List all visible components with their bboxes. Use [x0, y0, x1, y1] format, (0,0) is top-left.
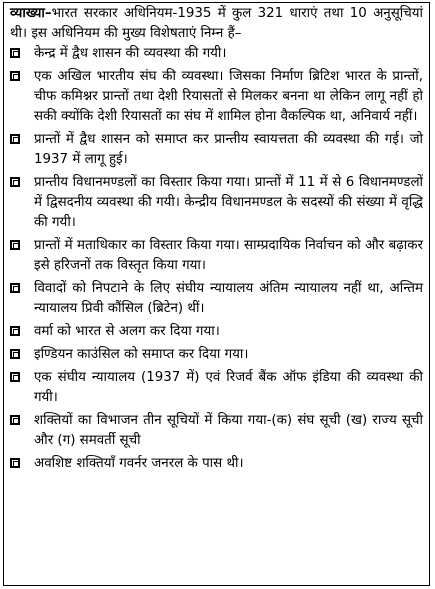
square-bullet-icon	[10, 71, 20, 81]
list-item-text: विवादों को निपटाने के लिए संघीय न्यायालय अंतिम न्यायालय नहीं था, अन्तिम न्यायालय प्रिवी कौंसिल (ब्रिटेन) थीं।	[34, 281, 423, 316]
list-item-text: एक संघीय न्यायालय (1937 में) एवं रिजर्व बैंक ऑफ इंडिया की व्यवस्था की गयी।	[34, 370, 423, 405]
explanation-box	[3, 2, 430, 586]
list-item	[10, 368, 423, 408]
list-item	[10, 411, 423, 451]
square-bullet-icon	[10, 326, 20, 336]
square-bullet-icon	[10, 415, 20, 425]
list-item	[10, 345, 423, 365]
square-bullet-icon	[10, 48, 20, 58]
list-item-text: वर्मा को भारत से अलग कर दिया गया।	[34, 324, 220, 339]
list-item	[10, 236, 423, 276]
list-item	[10, 322, 423, 342]
list-item-text: केन्द्र में द्वैध शासन की व्यवस्था की गयी।	[34, 46, 227, 61]
explanation-heading: व्याख्या–	[10, 6, 52, 21]
intro-text: भारत सरकार अधिनियम-1935 में कुल 321 धाराएं तथा 10 अनुसूचियां थी। इस अधिनियम की मुख्य विशेषताएं निम्न हैं–	[10, 6, 423, 41]
square-bullet-icon	[10, 458, 20, 468]
features-list	[10, 44, 423, 474]
list-item	[10, 67, 423, 127]
list-item-text: प्रान्तों में मताधिकार का विस्तार किया गया। साम्प्रदायिक निर्वाचन को और बढ़ाकर इसे हरिजनों तक विस्तृत किया गया।	[34, 238, 423, 273]
square-bullet-icon	[10, 177, 20, 187]
list-item-text: अवशिष्ट शक्तियाँ गवर्नर जनरल के पास थी।	[34, 456, 244, 471]
list-item	[10, 279, 423, 319]
square-bullet-icon	[10, 349, 20, 359]
square-bullet-icon	[10, 240, 20, 250]
square-bullet-icon	[10, 283, 20, 293]
list-item	[10, 44, 423, 64]
list-item-text: इण्डियन काउंसिल को समाप्त कर दिया गया।	[34, 347, 249, 362]
list-item-text: प्रान्तीय विधानमण्डलों का विस्तार किया गया। प्रान्तों में 11 में से 6 विधानमण्डलों में द्विसदनीय व्यवस्था की गयी। केन्द्रीय विधानमण्डल के सदस्यों की संख्या में वृद्धि की गयी।	[34, 175, 423, 230]
square-bullet-icon	[10, 134, 20, 144]
list-item	[10, 173, 423, 233]
list-item	[10, 130, 423, 170]
list-item	[10, 454, 423, 474]
list-item-text: प्रान्तों में द्वैध शासन को समाप्त कर प्रान्तीय स्वायत्तता की व्यवस्था की गई। जो 1937 में लागू हुई।	[34, 132, 423, 167]
square-bullet-icon	[10, 372, 20, 382]
list-item-text: एक अखिल भारतीय संघ की व्यवस्था। जिसका निर्माण ब्रिटिश भारत के प्रान्तों, चीफ कमिश्नर प्रान्तों तथा देशी रियासतों से मिलकर बनना था लेकिन लागू नहीं हो सकी क्योंकि देशी रियासतों का संघ में शामिल होना वैकल्पिक था, अनिवार्य नहीं।	[34, 69, 423, 124]
list-item-text: शक्तियों का विभाजन तीन सूचियों में किया गया-(क) संघ सूची (ख) राज्य सूची और (ग) समवर्ती सूची	[34, 413, 423, 448]
intro-paragraph	[10, 4, 423, 44]
